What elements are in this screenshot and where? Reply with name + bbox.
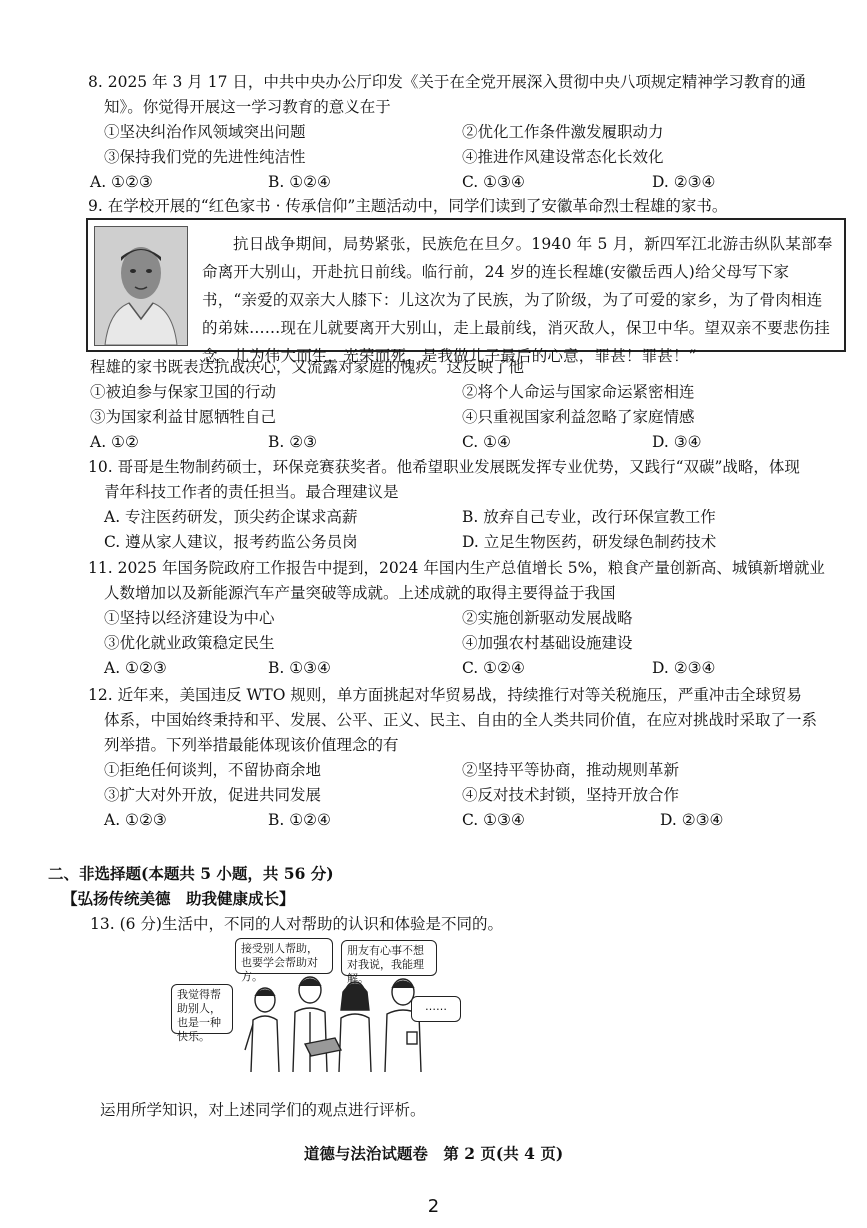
q8-option-d: D. ②③④ xyxy=(652,173,716,191)
letter-text: 抗日战争期间，局势紧张，民族危在旦夕。1940 年 5 月，新四军江北游击纵队某部奉命离开大别山，开赴抗日前线。临行前，24 岁的连长程雄(安徽岳西人)给父母写下家书，“亲爱的双亲大人膝下：儿这次为了民族，为了阶级，为了可爱的家乡，为了骨肉相连的弟妹……现在儿就要离开大别山，走上最前线，消灭敌人，保卫中华。望双亲不要悲伤挂念。儿为伟大而生，光荣而死，是我做儿子最后的心意，罪甚！罪甚！” xyxy=(202,235,833,365)
q11-item-3: ③优化就业政策稳定民生 xyxy=(104,634,275,652)
q8-stem-line2: 知》。你觉得开展这一学习教育的意义在于 xyxy=(104,98,391,116)
speech-bubble-4: …… xyxy=(411,996,461,1022)
footer-title: 道德与法治试题卷 第 2 页(共 4 页) xyxy=(303,1144,564,1163)
q11-stem-line1: 11. 2025 年国务院政府工作报告中提到，2024 年国内生产总值增长 5%，粮食产量创新高、城镇新增就业 xyxy=(88,559,825,577)
q11-option-b: B. ①③④ xyxy=(268,659,331,677)
speech-bubble-3: 我觉得帮助别人，也是一种快乐。 xyxy=(171,984,233,1034)
q8-stem-line1: 8. 2025 年 3 月 17 日，中共中央办公厅印发《关于在全党开展深入贯彻中央八项规定精神学习教育的通 xyxy=(88,73,806,91)
q11-item-2: ②实施创新驱动发展战略 xyxy=(462,609,633,627)
q12-option-c: C. ①③④ xyxy=(462,811,525,829)
q13-task: 运用所学知识，对上述同学们的观点进行评析。 xyxy=(100,1101,426,1119)
q9-stem: 9. 在学校开展的“红色家书 · 传承信仰”主题活动中，同学们读到了安徽革命烈士程雄的家书。 xyxy=(88,197,728,215)
q8-item-2: ②优化工作条件激发履职动力 xyxy=(462,123,664,141)
q8-item-3: ③保持我们党的先进性纯洁性 xyxy=(104,148,306,166)
q12-item-3: ③扩大对外开放，促进共同发展 xyxy=(104,786,322,804)
q8-item-4: ④推进作风建设常态化长效化 xyxy=(462,148,664,166)
q10-option-a: A. 专注医药研发，顶尖药企谋求高薪 xyxy=(104,508,358,526)
q9-option-c: C. ①④ xyxy=(462,433,511,451)
q9-option-d: D. ③④ xyxy=(652,433,702,451)
q10-option-b: B. 放弃自己专业，改行环保宣教工作 xyxy=(462,508,716,526)
q10-option-c: C. 遵从家人建议，报考药监公务员岗 xyxy=(104,533,358,551)
q12-item-2: ②坚持平等协商，推动规则革新 xyxy=(462,761,680,779)
q12-stem-line1: 12. 近年来，美国违反 WTO 规则，单方面挑起对华贸易战，持续推行对等关税施压，严重冲击全球贸易 xyxy=(88,686,802,704)
q13-stem: 13. (6 分)生活中，不同的人对帮助的认识和体验是不同的。 xyxy=(90,915,503,933)
q9-item-2: ②将个人命运与国家命运紧密相连 xyxy=(462,383,695,401)
speech-bubble-1: 接受别人帮助，也要学会帮助对方。 xyxy=(235,938,333,974)
q8-option-c: C. ①③④ xyxy=(462,173,525,191)
speech-bubble-2: 朋友有心事不想对我说，我能理解。 xyxy=(341,940,437,976)
q12-stem-line2: 体系，中国始终秉持和平、发展、公平、正义、民主、自由的全人类共同价值，在应对挑战时采取了一系 xyxy=(104,711,818,729)
q12-stem-line3: 列举措。下列举措最能体现该价值理念的有 xyxy=(104,736,399,754)
q11-option-c: C. ①②④ xyxy=(462,659,525,677)
q10-stem-line1: 10. 哥哥是生物制药硕士，环保竞赛获奖者。他希望职业发展既发挥专业优势，又践行“双碳”战略，体现 xyxy=(88,458,800,476)
q10-option-d: D. 立足生物医药，研发绿色制药技术 xyxy=(462,533,717,551)
q12-option-d: D. ②③④ xyxy=(660,811,724,829)
q11-option-d: D. ②③④ xyxy=(652,659,716,677)
q9-option-a: A. ①② xyxy=(90,433,139,451)
students-cartoon xyxy=(165,932,465,1082)
q10-stem-line2: 青年科技工作者的责任担当。最合理建议是 xyxy=(104,483,399,501)
section2-theme: 【弘扬传统美德 助我健康成长】 xyxy=(62,889,295,908)
q12-option-b: B. ①②④ xyxy=(268,811,331,829)
q11-stem-line2: 人数增加以及新能源汽车产量突破等成就。上述成就的取得主要得益于我国 xyxy=(104,584,616,602)
q11-item-1: ①坚持以经济建设为中心 xyxy=(104,609,275,627)
section2-title: 二、非选择题(本题共 5 小题，共 56 分) xyxy=(48,864,334,883)
q8-item-1: ①坚决纠治作风领域突出问题 xyxy=(104,123,306,141)
q9-item-1: ①被迫参与保家卫国的行动 xyxy=(90,383,277,401)
q8-option-b: B. ①②④ xyxy=(268,173,331,191)
q9-item-3: ③为国家利益甘愿牺牲自己 xyxy=(90,408,277,426)
q9-item-4: ④只重视国家利益忽略了家庭情感 xyxy=(462,408,695,426)
page-number: 2 xyxy=(427,1196,440,1217)
q11-option-a: A. ①②③ xyxy=(104,659,167,677)
q11-item-4: ④加强农村基础设施建设 xyxy=(462,634,633,652)
q12-option-a: A. ①②③ xyxy=(104,811,167,829)
q8-option-a: A. ①②③ xyxy=(90,173,153,191)
letter-excerpt-box xyxy=(86,218,846,365)
q12-item-1: ①拒绝任何谈判，不留协商余地 xyxy=(104,761,322,779)
q9-after-text: 程雄的家书既表达抗战决心，又流露对家庭的愧疚。这反映了他 xyxy=(90,358,525,376)
q12-item-4: ④反对技术封锁，坚持开放合作 xyxy=(462,786,680,804)
q9-option-b: B. ②③ xyxy=(268,433,318,451)
martyr-portrait-photo xyxy=(94,226,188,346)
